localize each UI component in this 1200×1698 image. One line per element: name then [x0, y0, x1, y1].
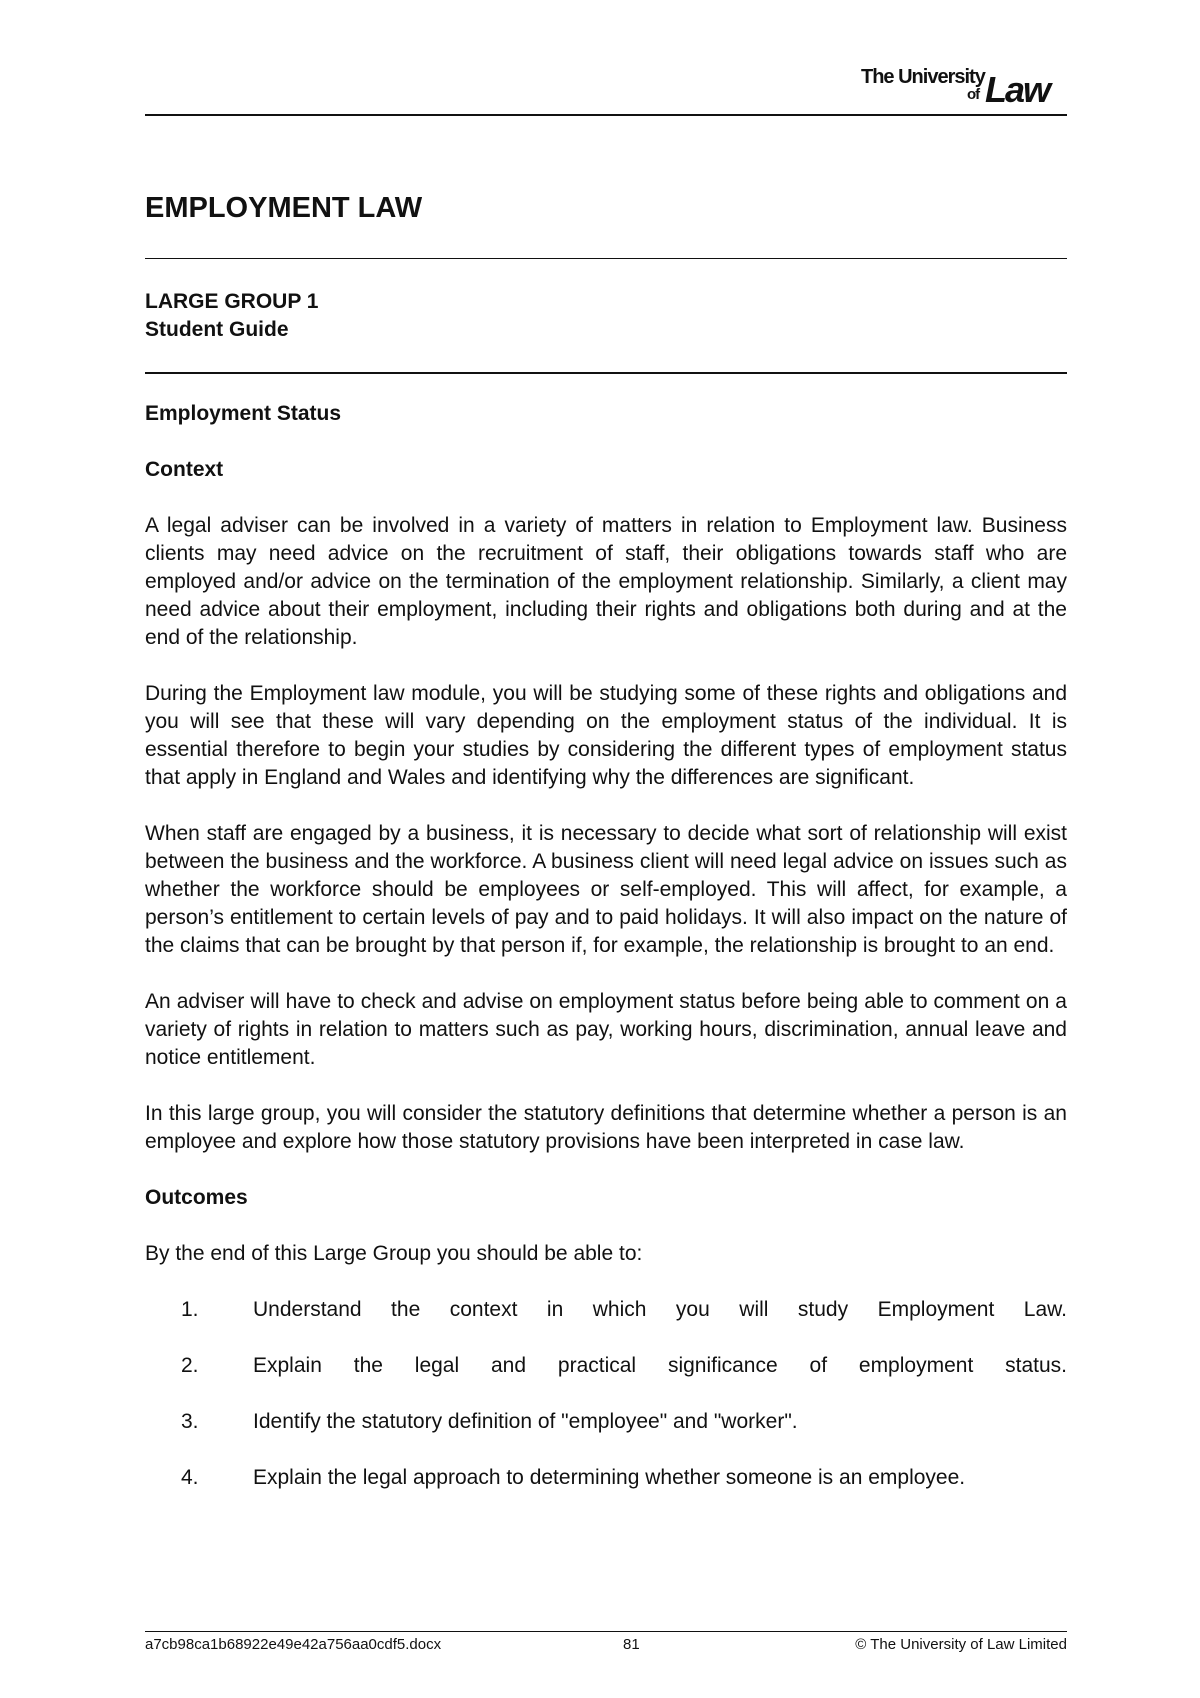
university-logo: [857, 66, 1067, 110]
outcome-number: 1.: [181, 1298, 199, 1321]
logo-text-line3: Law: [985, 69, 1050, 110]
outcomes-intro: By the end of this Large Group you should be able to:: [145, 1242, 643, 1265]
body-paragraph: When staff are engaged by a business, it is necessary to decide what sort of relationship will exist between the business and the workforce. A business client will need legal advice on issues such as whether the workforce should be employees or self-employed. This will affect, for example, a person’s entitlement to certain levels of pay and to paid holidays. It will also impact on the nature of the claims that can be brought by that person if, for example, the relationship is brought to an end.: [145, 822, 1067, 957]
footer-copyright: © The University of Law Limited: [855, 1636, 1067, 1653]
outcome-text: Explain the legal and practical significance of employment status.: [253, 1354, 1067, 1377]
logo-text-line1: The University: [861, 66, 985, 88]
outcome-item: [145, 1464, 1067, 1492]
outcome-text: Explain the legal approach to determining whether someone is an employee.: [253, 1466, 966, 1489]
body-paragraph: An adviser will have to check and advise on employment status before being able to comment on a variety of rights in relation to matters such as pay, working hours, discrimination, annual leave and notice entitlement.: [145, 990, 1067, 1069]
outcome-item: [145, 1408, 1067, 1436]
outcome-item: [145, 1296, 1067, 1324]
document-subtitle-group: LARGE GROUP 1: [145, 290, 319, 313]
body-paragraph: During the Employment law module, you will be studying some of these rights and obligations and you will see that these will vary depending on the employment status of the individual. It is essential therefore to begin your studies by considering the different types of employment status that apply in England and Wales and identifying why the differences are significant.: [145, 682, 1067, 789]
outcomes-list: [145, 1296, 1067, 1492]
body-paragraph: A legal adviser can be involved in a variety of matters in relation to Employment law. Business clients may need advice on the recruitment of staff, their obligations towards staff who are employed and/or advice on the termination of the employment relationship. Similarly, a client may need advice about their employment, including their rights and obligations both during and at the end of the relationship.: [145, 514, 1067, 649]
section-heading: Employment Status: [145, 402, 342, 425]
outcome-number: 3.: [181, 1410, 199, 1433]
subtitle-divider: [145, 372, 1067, 374]
document-body: [145, 400, 1067, 1520]
body-paragraph: In this large group, you will consider the statutory definitions that determine whether a person is an employee and explore how those statutory provisions have been interpreted in case law.: [145, 1102, 1067, 1153]
footer-divider: [145, 1631, 1067, 1632]
outcome-text: Identify the statutory definition of "employee" and "worker".: [253, 1410, 798, 1433]
context-heading: Context: [145, 458, 224, 481]
document-title: EMPLOYMENT LAW: [145, 192, 423, 224]
header-divider: [145, 114, 1067, 116]
outcome-number: 2.: [181, 1354, 199, 1377]
outcomes-heading: Outcomes: [145, 1186, 248, 1209]
footer-page-number: 81: [623, 1636, 640, 1653]
outcome-text: Understand the context in which you will study Employment Law.: [253, 1298, 1067, 1321]
footer-filename: a7cb98ca1b68922e49e42a756aa0cdf5.docx: [145, 1636, 442, 1653]
outcome-number: 4.: [181, 1466, 199, 1489]
logo-text-line2: of: [967, 86, 980, 103]
document-subtitle-guide: Student Guide: [145, 318, 289, 341]
title-divider: [145, 258, 1067, 259]
outcome-item: [145, 1352, 1067, 1380]
